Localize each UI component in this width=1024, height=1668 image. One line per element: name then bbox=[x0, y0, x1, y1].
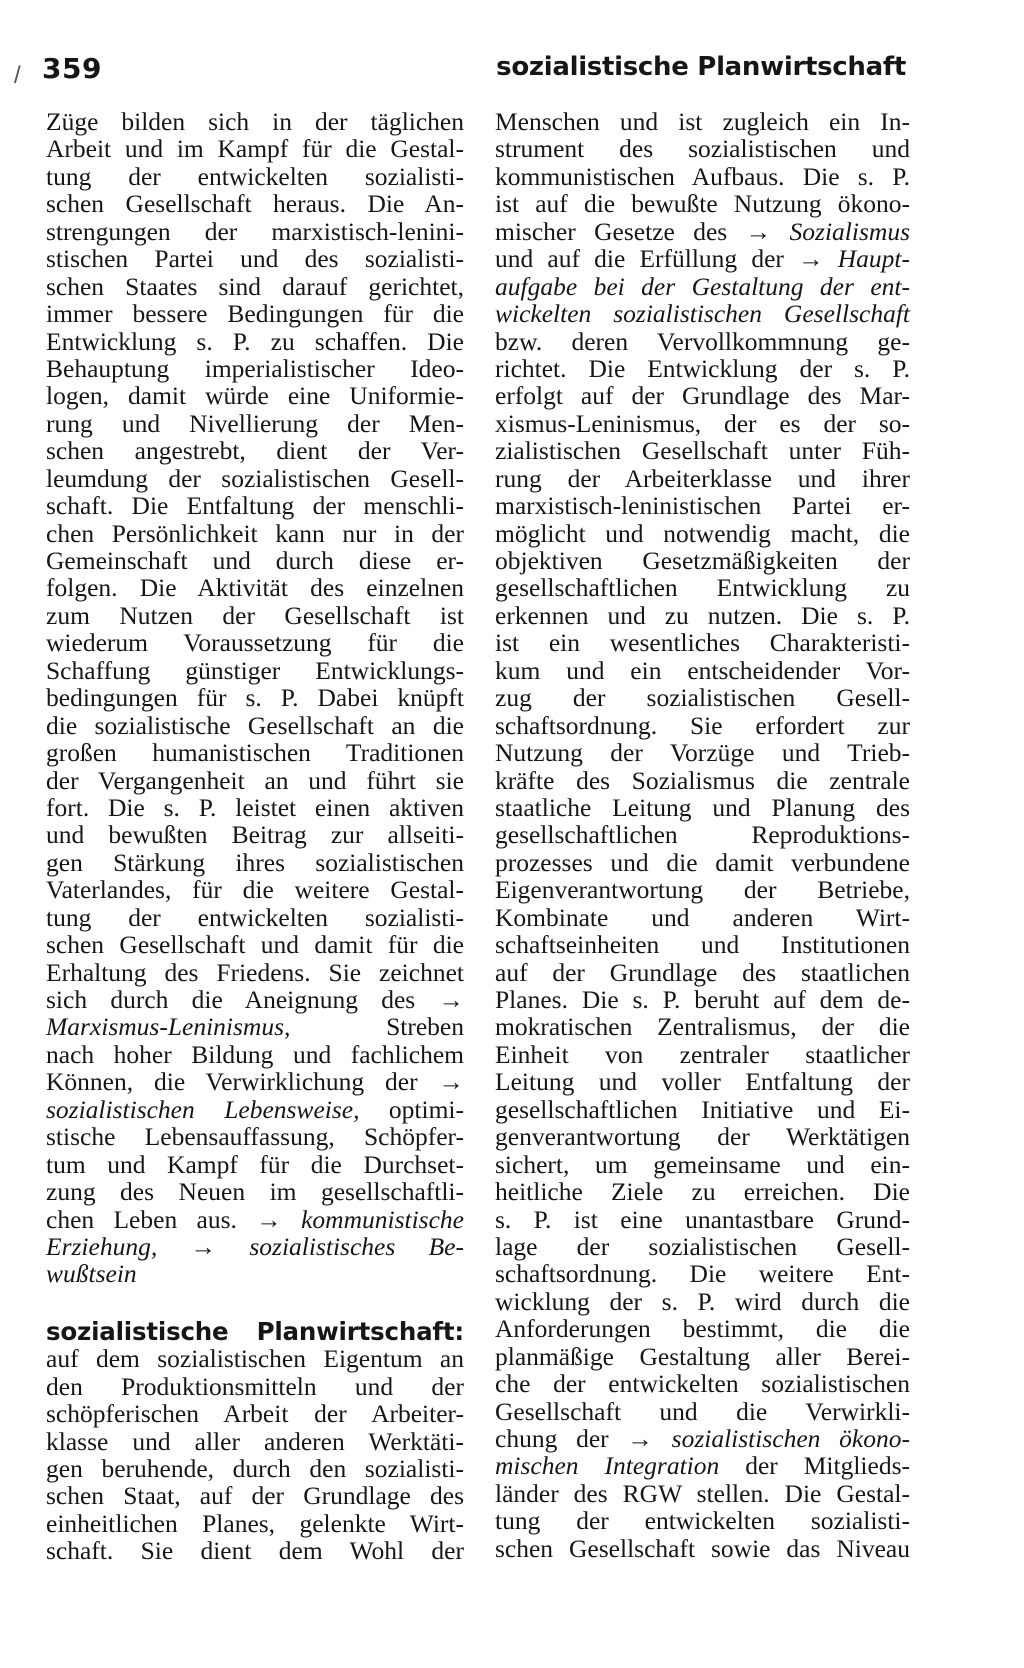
text-segment: Menschen und ist zugleich ein In- bbox=[495, 107, 910, 136]
text-segment: Schaffung günstiger Entwicklungs- bbox=[46, 655, 464, 685]
text-segment: bzw. deren Vervollkommnung ge- bbox=[495, 326, 910, 356]
text-line bbox=[46, 931, 464, 958]
text-segment: chen Persönlichkeit kann nur in der bbox=[46, 518, 464, 548]
text-segment: erfolgt auf der Grundlage des Mar- bbox=[495, 381, 910, 411]
text-line bbox=[495, 1425, 910, 1452]
text-line bbox=[495, 931, 910, 958]
text-segment: strument des sozialistischen und bbox=[495, 134, 910, 164]
text-segment: kum und ein entscheidender Vor- bbox=[495, 655, 910, 685]
text-segment: Leitung und voller Entfaltung der bbox=[495, 1067, 910, 1097]
text-segment: strengungen der marxistisch-lenini- bbox=[46, 216, 464, 246]
text-segment: rung der Arbeiterklasse und ihrer bbox=[495, 463, 910, 493]
text-segment: marxistisch-leninistischen Partei er- bbox=[495, 491, 910, 521]
text-segment: auf dem sozialistischen Eigentum an bbox=[46, 1344, 464, 1374]
cross-reference: Sozialismus bbox=[789, 216, 910, 246]
text-line bbox=[495, 245, 910, 272]
text-segment: lage der sozialistischen Gesell- bbox=[495, 1231, 910, 1261]
text-segment: bedingungen für s. P. Dabei knüpft bbox=[46, 683, 464, 713]
text-line bbox=[495, 1507, 910, 1534]
text-line bbox=[46, 1178, 464, 1205]
text-line bbox=[46, 767, 464, 794]
text-segment: fort. Die s. P. leistet einen aktiven bbox=[46, 792, 464, 822]
text-line bbox=[495, 1206, 910, 1233]
text-line bbox=[46, 739, 464, 766]
text-line bbox=[495, 986, 910, 1013]
text-line bbox=[495, 876, 910, 903]
text-line bbox=[495, 492, 910, 519]
text-line bbox=[495, 437, 910, 464]
text-segment: kräfte des Sozialismus die zentrale bbox=[495, 765, 910, 795]
text-segment: objektiven Gesetzmäßigkeiten der bbox=[495, 546, 910, 575]
right-column bbox=[495, 108, 910, 1562]
text-segment: und auf die Erfüllung der → bbox=[495, 244, 838, 274]
cross-reference: sozialistischen Lebensweise, bbox=[46, 1094, 360, 1124]
text-line bbox=[46, 245, 464, 272]
text-line bbox=[495, 547, 910, 574]
text-line bbox=[495, 821, 910, 848]
text-segment: → bbox=[157, 1231, 250, 1261]
text-line bbox=[495, 520, 910, 547]
text-segment: schen Staat, auf der Grundlage des bbox=[46, 1481, 464, 1511]
text-line bbox=[495, 273, 910, 300]
text-segment: schen angestrebt, dient der Ver- bbox=[46, 436, 464, 466]
text-line bbox=[46, 1123, 464, 1150]
text-segment: zug der sozialistischen Gesell- bbox=[495, 683, 910, 713]
text-line bbox=[46, 1373, 464, 1400]
text-line bbox=[46, 108, 464, 135]
text-line bbox=[46, 355, 464, 382]
text-line bbox=[46, 1206, 464, 1233]
text-line bbox=[46, 273, 464, 300]
text-line bbox=[495, 1123, 910, 1150]
text-segment: prozesses und die damit verbundene bbox=[495, 847, 910, 877]
text-line bbox=[495, 1260, 910, 1287]
text-line bbox=[46, 657, 464, 684]
text-line bbox=[495, 1151, 910, 1178]
text-line bbox=[46, 520, 464, 547]
text-line bbox=[495, 1013, 910, 1040]
text-line bbox=[495, 1178, 910, 1205]
text-segment: gen Stärkung ihres sozialistischen bbox=[46, 847, 464, 877]
text-segment: optimi- bbox=[359, 1094, 464, 1124]
text-line bbox=[46, 190, 464, 217]
text-segment: stische Lebensauffassung, Schöpfer- bbox=[46, 1122, 464, 1152]
text-segment: planmäßige Gestaltung aller Berei- bbox=[495, 1341, 910, 1371]
text-line bbox=[46, 300, 464, 327]
text-line bbox=[46, 794, 464, 821]
text-line bbox=[46, 1510, 464, 1537]
text-line bbox=[46, 437, 464, 464]
text-line bbox=[495, 1480, 910, 1507]
text-segment: Streben bbox=[290, 1012, 464, 1042]
text-line bbox=[46, 1013, 464, 1040]
text-line bbox=[46, 1537, 464, 1564]
text-line bbox=[495, 410, 910, 437]
text-segment: tung der entwickelten sozialisti- bbox=[495, 1506, 910, 1536]
text-segment: schen Gesellschaft sowie das Niveau bbox=[495, 1533, 910, 1563]
text-line bbox=[46, 959, 464, 986]
text-segment: auf der Grundlage des staatlichen bbox=[495, 957, 910, 987]
text-line bbox=[46, 547, 464, 574]
text-segment: zum Nutzen der Gesellschaft ist bbox=[46, 600, 464, 630]
text-line bbox=[46, 1428, 464, 1455]
text-line bbox=[495, 574, 910, 601]
cross-reference: aufgabe bei der Gestaltung der ent- bbox=[495, 271, 910, 301]
text-segment: Entwicklung s. P. zu schaffen. Die bbox=[46, 326, 464, 356]
text-segment: schaftsordnung. Sie erfordert zur bbox=[495, 710, 910, 740]
text-segment: leumdung der sozialistischen Gesell- bbox=[46, 463, 464, 493]
text-segment: s. P. ist eine unantastbare Grund- bbox=[495, 1204, 910, 1234]
text-segment: zialistischen Gesellschaft unter Füh- bbox=[495, 436, 910, 466]
text-segment: schen Staates sind darauf gerichtet, bbox=[46, 271, 464, 301]
text-segment: Arbeit und im Kampf für die Gestal- bbox=[46, 134, 464, 164]
text-segment: Planes. Die s. P. beruht auf dem de- bbox=[495, 985, 910, 1014]
text-line bbox=[495, 1068, 910, 1095]
text-segment: sich durch die Aneignung des → bbox=[46, 985, 464, 1014]
text-line bbox=[46, 1041, 464, 1068]
text-segment: heitliche Ziele zu erreichen. Die bbox=[495, 1177, 910, 1207]
text-segment: der Mitglieds- bbox=[719, 1451, 910, 1481]
text-line bbox=[495, 1315, 910, 1342]
text-line bbox=[495, 1288, 910, 1315]
text-line bbox=[495, 1343, 910, 1370]
text-segment: Anforderungen bestimmt, die die bbox=[495, 1314, 910, 1344]
text-segment: schen Gesellschaft und damit für die bbox=[46, 930, 464, 960]
text-line bbox=[495, 767, 910, 794]
text-segment: Züge bilden sich in der täglichen bbox=[46, 107, 464, 136]
cross-reference: Haupt- bbox=[837, 244, 910, 274]
text-line bbox=[495, 1041, 910, 1068]
text-segment: gen beruhende, durch den sozialisti- bbox=[46, 1454, 464, 1483]
text-segment: Einheit von zentraler staatlicher bbox=[495, 1039, 910, 1069]
text-segment: chung der → bbox=[495, 1424, 672, 1453]
text-line bbox=[46, 712, 464, 739]
cross-reference: wußtsein bbox=[46, 1259, 137, 1289]
text-line bbox=[495, 300, 910, 327]
text-line bbox=[46, 1260, 464, 1287]
text-line bbox=[46, 904, 464, 931]
text-line bbox=[46, 986, 464, 1013]
text-line bbox=[495, 1398, 910, 1425]
text-line bbox=[46, 602, 464, 629]
text-segment: schaftseinheiten und Institutionen bbox=[495, 930, 910, 960]
text-segment: ist ein wesentliches Charakteristi- bbox=[495, 628, 910, 658]
cross-reference: kommunistische bbox=[301, 1204, 464, 1234]
text-segment: gesellschaftlichen Reproduktions- bbox=[495, 820, 910, 850]
left-column bbox=[46, 108, 464, 1565]
text-segment: schaft. Sie dient dem Wohl der bbox=[46, 1536, 464, 1566]
text-segment: gesellschaftlichen Entwicklung zu bbox=[495, 573, 910, 603]
margin-mark: / bbox=[14, 62, 21, 89]
text-line bbox=[46, 876, 464, 903]
cross-reference: sozialistisches Be- bbox=[249, 1231, 464, 1261]
text-line bbox=[495, 108, 910, 135]
text-line bbox=[46, 1233, 464, 1260]
text-segment: genverantwortung der Werktätigen bbox=[495, 1122, 910, 1152]
page-number: 359 bbox=[42, 52, 102, 85]
text-line bbox=[46, 135, 464, 162]
text-segment: Nutzung der Vorzüge und Trieb- bbox=[495, 738, 910, 768]
entry-headword: sozialistische Planwirtschaft: bbox=[46, 1316, 464, 1346]
text-line bbox=[495, 1370, 910, 1397]
text-segment: logen, damit würde eine Uniformie- bbox=[46, 381, 464, 411]
text-segment: immer bessere Bedingungen für die bbox=[46, 299, 464, 329]
text-segment: schaft. Die Entfaltung der menschli- bbox=[46, 491, 464, 521]
text-segment: stischen Partei und des sozialisti- bbox=[46, 244, 464, 274]
text-segment: länder des RGW stellen. Die Gestal- bbox=[495, 1478, 910, 1508]
text-line bbox=[46, 1345, 464, 1372]
text-line bbox=[495, 1233, 910, 1260]
text-segment: möglicht und notwendig macht, die bbox=[495, 518, 910, 548]
text-line bbox=[495, 629, 910, 656]
text-line bbox=[495, 657, 910, 684]
text-segment: und bewußten Beitrag zur allseiti- bbox=[46, 820, 464, 850]
text-segment: sichert, um gemeinsame und ein- bbox=[495, 1149, 910, 1179]
text-line bbox=[495, 163, 910, 190]
text-segment: Eigenverantwortung der Betriebe, bbox=[495, 875, 910, 905]
text-line bbox=[495, 190, 910, 217]
text-segment: schen Gesellschaft heraus. Die An- bbox=[46, 189, 464, 219]
text-segment: gesellschaftlichen Initiative und Ei- bbox=[495, 1094, 910, 1124]
text-segment: Erhaltung des Friedens. Sie zeichnet bbox=[46, 957, 464, 987]
text-segment: che der entwickelten sozialistischen bbox=[495, 1369, 910, 1399]
text-line bbox=[495, 602, 910, 629]
text-segment: Kombinate und anderen Wirt- bbox=[495, 902, 910, 932]
text-segment: nach hoher Bildung und fachlichem bbox=[46, 1039, 464, 1069]
text-line bbox=[46, 1068, 464, 1095]
text-segment: kommunistischen Aufbaus. Die s. P. bbox=[495, 161, 910, 191]
text-line bbox=[46, 410, 464, 437]
text-segment: tum und Kampf für die Durchset- bbox=[46, 1149, 464, 1179]
text-line bbox=[46, 1482, 464, 1509]
text-line bbox=[46, 492, 464, 519]
text-line bbox=[495, 328, 910, 355]
paragraph-gap bbox=[46, 1288, 464, 1318]
text-segment: mokratischen Zentralismus, der die bbox=[495, 1012, 910, 1042]
text-segment: klasse und aller anderen Werktäti- bbox=[46, 1426, 464, 1456]
cross-reference: sozialistischen ökono- bbox=[671, 1424, 910, 1453]
text-line bbox=[495, 849, 910, 876]
text-line bbox=[495, 465, 910, 492]
text-segment: Vaterlandes, für die weitere Gestal- bbox=[46, 875, 464, 905]
text-segment: der Vergangenheit an und führt sie bbox=[46, 765, 464, 795]
text-line bbox=[495, 218, 910, 245]
text-segment: die sozialistische Gesellschaft an die bbox=[46, 710, 464, 740]
text-line bbox=[46, 849, 464, 876]
text-segment: richtet. Die Entwicklung der s. P. bbox=[495, 353, 910, 383]
cross-reference: mischen Integration bbox=[495, 1451, 720, 1481]
text-line bbox=[46, 1455, 464, 1482]
text-line bbox=[46, 1318, 464, 1345]
text-line bbox=[495, 1452, 910, 1479]
text-segment: den Produktionsmitteln und der bbox=[46, 1371, 464, 1401]
text-segment: Gesellschaft und die Verwirkli- bbox=[495, 1396, 910, 1426]
cross-reference: Marxismus-Leninismus, bbox=[46, 1012, 291, 1042]
text-segment: schöpferischen Arbeit der Arbeiter- bbox=[46, 1399, 464, 1429]
text-line bbox=[46, 465, 464, 492]
text-line bbox=[495, 712, 910, 739]
text-line bbox=[495, 959, 910, 986]
text-line bbox=[46, 218, 464, 245]
text-segment: schaftsordnung. Die weitere Ent- bbox=[495, 1259, 910, 1289]
text-segment: rung und Nivellierung der Men- bbox=[46, 408, 464, 438]
text-segment: tung der entwickelten sozialisti- bbox=[46, 902, 464, 932]
text-segment: tung der entwickelten sozialisti- bbox=[46, 161, 464, 191]
text-line bbox=[46, 328, 464, 355]
text-line bbox=[495, 355, 910, 382]
text-line bbox=[46, 1400, 464, 1427]
text-line bbox=[495, 1096, 910, 1123]
text-line bbox=[46, 163, 464, 190]
text-segment: einheitlichen Planes, gelenkte Wirt- bbox=[46, 1508, 464, 1538]
text-segment: ist auf die bewußte Nutzung ökono- bbox=[495, 189, 910, 219]
text-segment: staatliche Leitung und Planung des bbox=[495, 792, 910, 822]
cross-reference: Erziehung, bbox=[46, 1231, 158, 1261]
text-line bbox=[495, 794, 910, 821]
text-segment: mischer Gesetze des → bbox=[495, 216, 790, 246]
text-line bbox=[495, 382, 910, 409]
text-segment: wiederum Voraussetzung für die bbox=[46, 628, 464, 658]
text-segment: Behauptung imperialistischer Ideo- bbox=[46, 353, 464, 383]
text-segment: chen Leben aus. → bbox=[46, 1204, 302, 1234]
cross-reference: wickelten sozialistischen Gesellschaft bbox=[495, 299, 910, 329]
text-line bbox=[46, 382, 464, 409]
text-segment: wicklung der s. P. wird durch die bbox=[495, 1286, 910, 1316]
text-line bbox=[495, 135, 910, 162]
text-line bbox=[495, 684, 910, 711]
text-line bbox=[495, 904, 910, 931]
text-line bbox=[46, 1151, 464, 1178]
running-head: sozialistische Planwirtschaft bbox=[496, 52, 906, 82]
text-line bbox=[46, 629, 464, 656]
text-line bbox=[46, 1096, 464, 1123]
text-line bbox=[46, 821, 464, 848]
text-segment: Gemeinschaft und durch diese er- bbox=[46, 546, 464, 575]
text-line bbox=[46, 684, 464, 711]
text-segment: großen humanistischen Traditionen bbox=[46, 738, 464, 768]
text-line bbox=[46, 574, 464, 601]
text-segment: folgen. Die Aktivität des einzelnen bbox=[46, 573, 464, 603]
text-segment: zung des Neuen im gesellschaftli- bbox=[46, 1177, 464, 1207]
text-line bbox=[495, 1535, 910, 1562]
text-segment: erkennen und zu nutzen. Die s. P. bbox=[495, 600, 910, 630]
text-segment: Können, die Verwirklichung der → bbox=[46, 1067, 464, 1097]
text-segment: xismus-Leninismus, der es der so- bbox=[495, 408, 910, 438]
text-line bbox=[495, 739, 910, 766]
